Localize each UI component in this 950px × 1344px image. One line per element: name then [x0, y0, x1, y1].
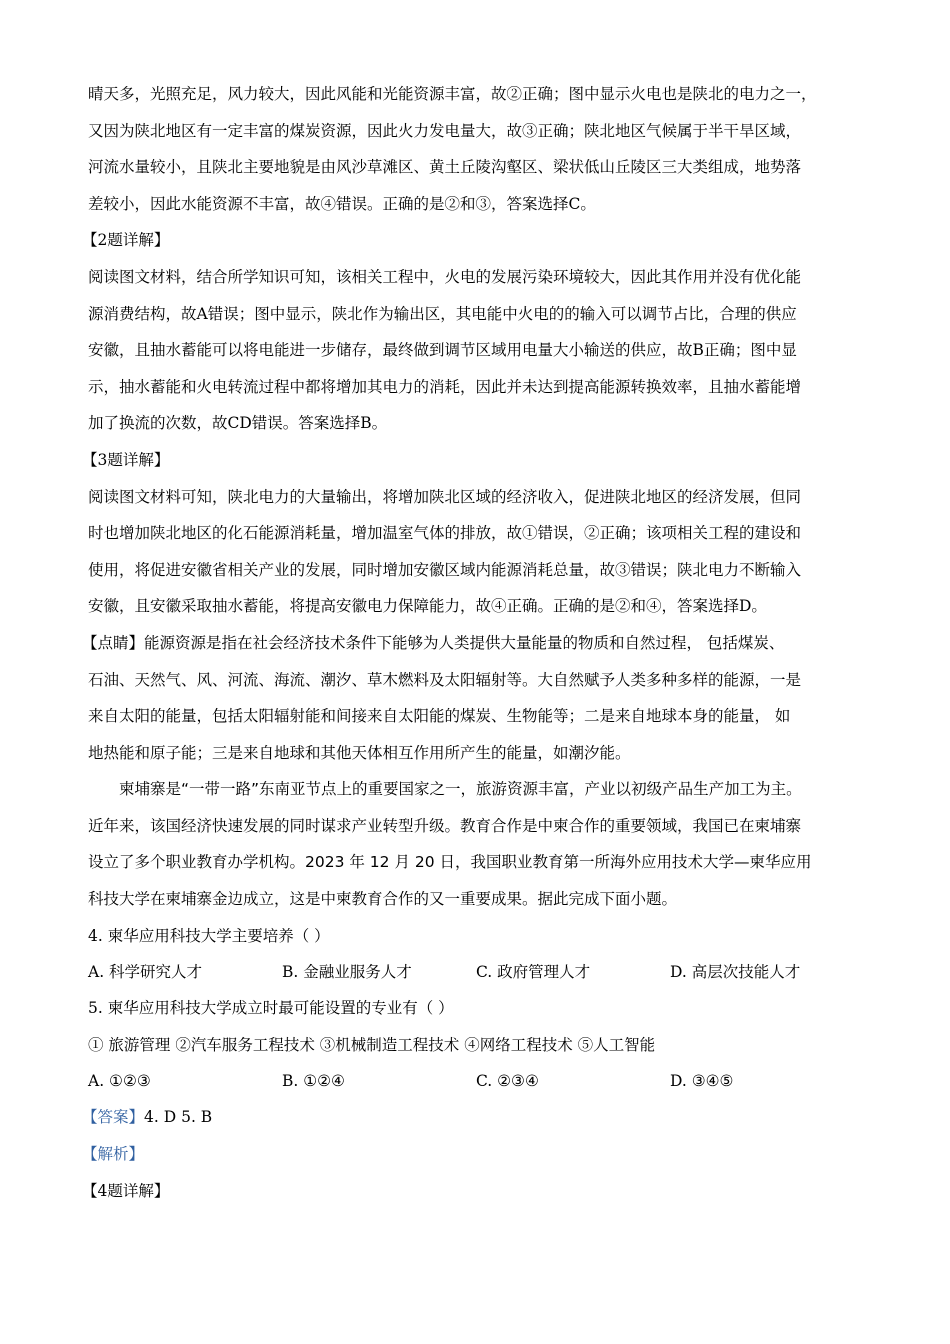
heading-q2-detail: 【2题详解】	[82, 231, 170, 250]
passage-line: 柬埔寨是“一带一路”东南亚节点上的重要国家之一，旅游资源丰富，产业以初级产品生产加工为主。	[119, 780, 802, 799]
text-line: 源消费结构，故A错误；图中显示，陕北作为输出区，其电能中火电的的输入可以调节占比，合理的供应	[88, 304, 797, 323]
question-stem: 4. 柬华应用科技大学主要培养（ ）	[88, 926, 330, 945]
question-stem: 5. 柬华应用科技大学成立时最可能设置的专业有（ ）	[88, 999, 454, 1018]
text-line: 差较小，因此水能资源不丰富，故④错误。正确的是②和③，答案选择C。	[88, 194, 596, 213]
option-d: D. ③④⑤	[670, 1072, 734, 1091]
option-c: C. ②③④	[476, 1072, 539, 1091]
option-b: B. ①②④	[282, 1072, 345, 1091]
option-a: A. ①②③	[88, 1072, 151, 1091]
explanation-q2	[88, 259, 878, 442]
options-row	[88, 1063, 878, 1099]
text-line: 又因为陕北地区有一定丰富的煤炭资源，因此火力发电量大，故③正确；陕北地区气候属于半干旱区域，	[88, 121, 802, 140]
answer-line	[82, 1099, 878, 1136]
text-line: 阅读图文材料可知，陕北电力的大量输出，将增加陕北区域的经济收入，促进陕北地区的经济发展，但同	[88, 487, 802, 506]
question-items: ① 旅游管理 ②汽车服务工程技术 ③机械制造工程技术 ④网络工程技术 ⑤人工智能	[88, 1035, 656, 1054]
text-line: 【点睛】能源资源是指在社会经济技术条件下能够为人类提供大量能量的物质和自然过程， 包括煤炭、	[82, 633, 785, 652]
text-line: 安徽，且安徽采取抽水蓄能，将提高安徽电力保障能力，故④正确。正确的是②和④，答案选择D。	[88, 597, 767, 616]
analysis-label: 【解析】	[82, 1145, 145, 1164]
text-line: 阅读图文材料，结合所学知识可知，该相关工程中，火电的发展污染环境较大，因此其作用并没有优化能	[88, 267, 802, 286]
explanation-q1	[88, 76, 878, 222]
option-a: A. 科学研究人才	[88, 963, 203, 982]
answer-label: 【答案】	[82, 1108, 145, 1127]
passage-line: 设立了多个职业教育办学机构。2023 年 12 月 20 日，我国职业教育第一所海外应用技术大学—柬华应用	[88, 853, 812, 872]
answer-text: 4. D 5. B	[144, 1108, 213, 1127]
passage-line: 科技大学在柬埔寨金边成立，这是中柬教育合作的又一重要成果。据此完成下面小题。	[88, 890, 678, 909]
heading-q4-detail: 【4题详解】	[82, 1181, 170, 1200]
text-line: 晴天多，光照充足，风力较大，因此风能和光能资源丰富，故②正确；图中显示火电也是陕北的电力之一，	[88, 85, 817, 103]
text-line: 使用，将促进安徽省相关产业的发展，同时增加安徽区域内能源消耗总量，故③错误；陕北电力不断输入	[88, 560, 802, 579]
heading-q3-detail: 【3题详解】	[82, 450, 170, 469]
tip-section	[82, 625, 878, 771]
option-d: D. 高层次技能人才	[670, 963, 801, 982]
text-line: 安徽，且抽水蓄能可以将电能进一步储存，最终做到调节区域用电量大小输送的供应，故B正确；图中显	[88, 341, 797, 360]
options-row	[88, 954, 878, 990]
question-5	[88, 990, 878, 1099]
reading-passage	[88, 771, 878, 917]
text-line: 石油、天然气、风、河流、海流、潮汐、草木燃料及太阳辐射等。大自然赋予人类多种多样的能源，一是	[88, 670, 802, 689]
text-line: 加了换流的次数，故CD错误。答案选择B。	[88, 414, 388, 433]
explanation-q3	[88, 479, 878, 625]
passage-line: 近年来，该国经济快速发展的同时谋求产业转型升级。教育合作是中柬合作的重要领域，我国已在柬埔寨	[88, 816, 802, 835]
option-c: C. 政府管理人才	[476, 963, 591, 982]
text-line: 时也增加陕北地区的化石能源消耗量，增加温室气体的排放，故①错误，②正确；该项相关工程的建设和	[88, 524, 802, 543]
text-line: 地热能和原子能；三是来自地球和其他天体相互作用所产生的能量，如潮汐能。	[88, 743, 631, 762]
text-line: 河流水量较小，且陕北主要地貌是由风沙草滩区、黄土丘陵沟壑区、梁状低山丘陵区三大类组成，地势落	[88, 158, 802, 177]
option-b: B. 金融业服务人才	[282, 963, 412, 982]
text-line: 示，抽水蓄能和火电转流过程中都将增加其电力的消耗，因此并未达到提高能源转换效率，且抽水蓄能增	[88, 377, 802, 396]
question-4	[88, 918, 878, 991]
document-page	[82, 76, 878, 1209]
text-line: 来自太阳的能量，包括太阳辐射能和间接来自太阳能的煤炭、生物能等；二是来自地球本身的能量， 如	[88, 707, 791, 726]
